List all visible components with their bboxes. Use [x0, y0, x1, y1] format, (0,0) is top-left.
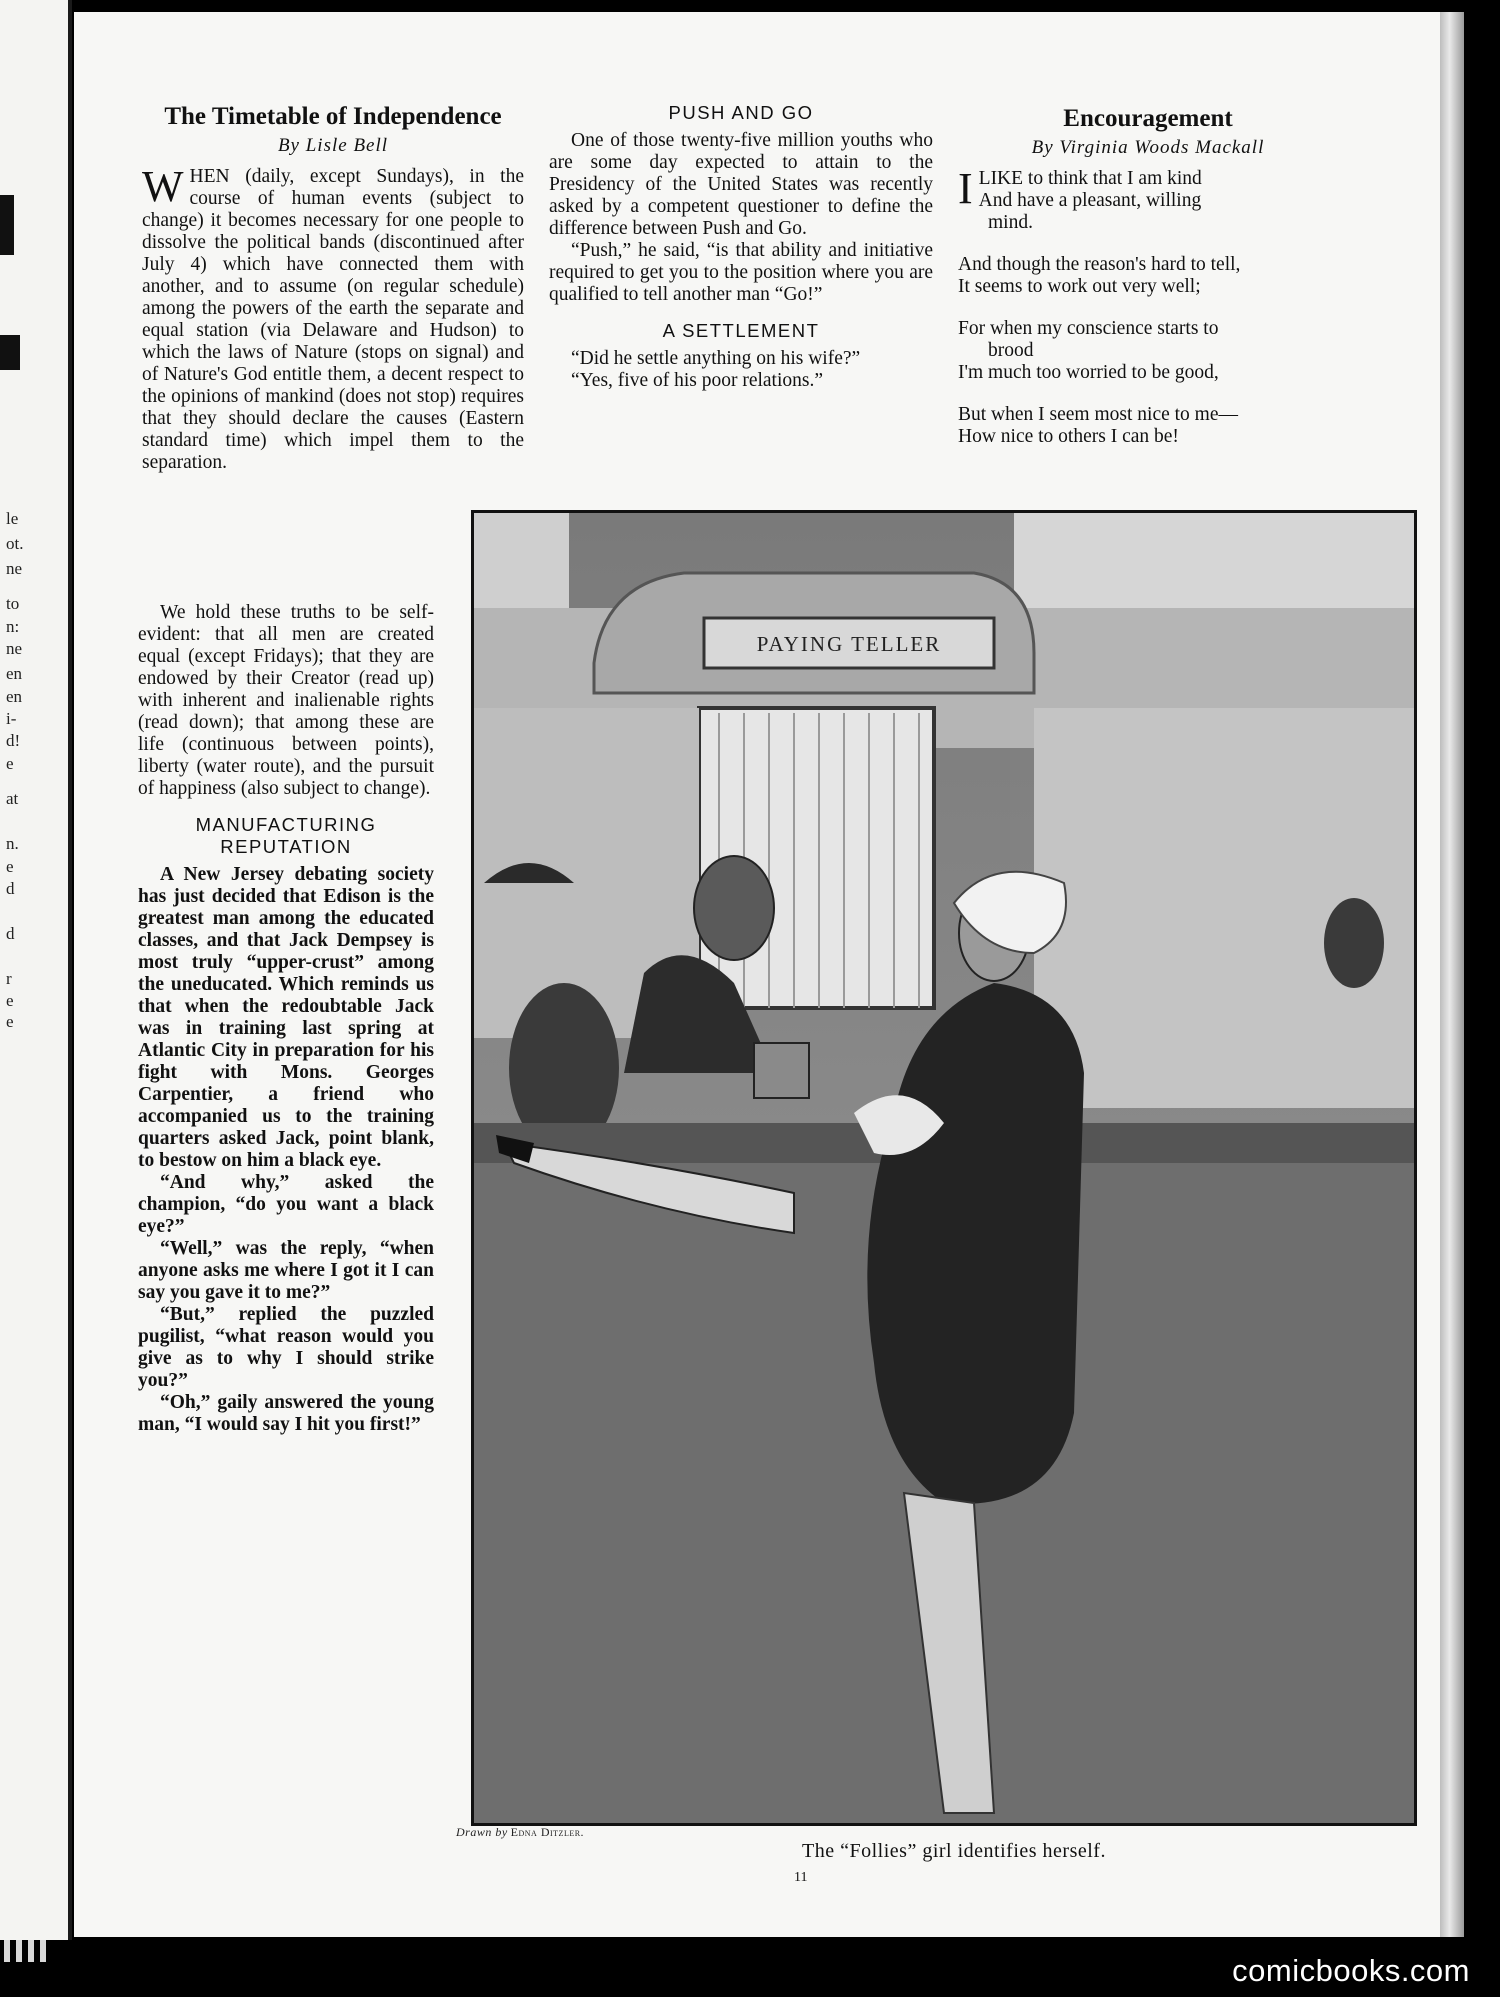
- facing-page-edge: [0, 0, 72, 1940]
- facing-page-fragment: d: [6, 924, 15, 943]
- illustration-credit: Drawn by Edna Ditzler.: [456, 1825, 585, 1839]
- poem-encouragement: [958, 104, 1338, 468]
- section-heading: MANUFACTURING REPUTATION: [195, 814, 377, 857]
- article-paragraph: “Push,” he said, “is that ability and initiative required to get you to the position where you are qualified to tell another man “Go!”: [549, 240, 933, 305]
- teller-sign-text: PAYING TELLER: [756, 632, 942, 656]
- poem-stanza: ILIKE to think that I am kind And have a pleasant, willing mind.: [958, 164, 1202, 233]
- facing-page-fragment: r: [6, 969, 12, 988]
- article-paragraph: “And why,” asked the champion, “do you want a black eye?”: [138, 1172, 434, 1237]
- facing-page-fragment: d!: [6, 731, 21, 750]
- facing-page-fragment: d: [6, 879, 15, 898]
- article-paragraph: “Well,” was the reply, “when anyone asks me where I got it I can say you gave it to me?”: [138, 1238, 434, 1303]
- poem-stanza: And though the reason's hard to tell, It seems to work out very well;: [958, 254, 1241, 297]
- article-paragraph: A New Jersey debating society has just decided that Edison is the greatest man among the educated classes, and that Jack Dempsey is most truly “upper-crust” among the uneducated. Which reminds us that when the redoubtable Jack was in training last spring at Atlantic City in preparation for his fight with Mons. Georges Carpentier, a friend who accompanied us to the training quarters asked Jack, point blank, to bestow on him a black eye.: [138, 864, 434, 1171]
- article-paragraph: “Did he settle anything on his wife?”: [571, 348, 861, 369]
- facing-page-fragment: e: [6, 991, 14, 1010]
- article-manufacturing-reputation: [138, 864, 434, 1436]
- article-paragraph: “Yes, five of his poor relations.”: [571, 370, 824, 391]
- torn-edge: [0, 1940, 80, 1970]
- binding-edge: [1440, 12, 1464, 1937]
- facing-page-ink-blot: [0, 335, 20, 370]
- facing-page-fragment: e: [6, 857, 14, 876]
- narrow-column: [138, 602, 434, 1436]
- site-watermark: comicbooks.com: [1232, 1953, 1470, 1988]
- section-heading: A SETTLEMENT: [662, 320, 820, 341]
- facing-page-fragment: le: [6, 509, 19, 528]
- page-number: 11: [794, 1870, 808, 1885]
- facing-page-fragment: ne: [6, 559, 23, 578]
- article-paragraph: One of those twenty-five million youths who are some day expected to attain to the Presidency of the United States was recently asked by a competent questioner to define the difference between Push and Go.: [549, 130, 933, 239]
- facing-page-fragment: e: [6, 1012, 14, 1031]
- article-paragraph: “But,” replied the puzzled pugilist, “what reason would you give as to why I should strike you?”: [138, 1304, 434, 1391]
- article-byline: By Lisle Bell: [277, 135, 389, 156]
- teller-head: [694, 856, 774, 960]
- middle-column: [549, 102, 933, 392]
- facing-page-fragment: n:: [6, 617, 20, 636]
- drop-cap: I: [958, 164, 973, 213]
- article-timetable: [142, 102, 524, 474]
- article-title: The Timetable of Independence: [164, 103, 502, 130]
- facing-page-fragment: ot.: [6, 534, 24, 553]
- poem-title: Encouragement: [1063, 105, 1233, 132]
- poem-byline: By Virginia Woods Mackall: [1031, 137, 1265, 158]
- illustration-bank-teller: [471, 510, 1417, 1826]
- facing-page-fragment: en: [6, 687, 23, 706]
- article-lead-paragraph: WHEN (daily, except Sundays), in the course of human events (subject to change) it becomes necessary for one people to dissolve the political bands (discontinued after July 4) which have connected them with another, and to assume (on regular schedule) among the powers of the earth the separate and equal station (via Delaware and Hudson) to which the laws of Nature (stops on signal) and of Nature's God entitle them, a decent respect to the opinions of mankind (does not stop) requires that they should declare the causes (Eastern standard time) which impel them to the separation.: [142, 162, 524, 473]
- magazine-page: [74, 12, 1443, 1937]
- facing-page-fragment: at: [6, 789, 19, 808]
- article-paragraph: “Oh,” gaily answered the young man, “I would say I hit you first!”: [138, 1392, 434, 1435]
- facing-page-fragment: ne: [6, 639, 23, 658]
- article-paragraph: We hold these truths to be self-evident: that all men are created equal (except Fridays); that they are endowed by their Creator (read up) with inherent and inalienable rights (read down); that among these are life (continuous between points), liberty (water route), and the pursuit of happiness (also subject to change).: [138, 602, 434, 799]
- facing-page-fragment: i-: [6, 709, 17, 728]
- drop-cap: W: [142, 162, 184, 211]
- poem-stanza: For when my conscience starts to brood I'm much too worried to be good,: [958, 318, 1219, 383]
- poem-stanza: But when I seem most nice to me— How nice to others I can be!: [958, 404, 1238, 447]
- facing-page-fragment: n.: [6, 834, 19, 853]
- facing-page-ink-blot: [0, 195, 14, 255]
- facing-page-fragment: en: [6, 664, 23, 683]
- facing-page-fragment: to: [6, 594, 20, 613]
- section-heading: PUSH AND GO: [668, 102, 814, 123]
- illustration-caption: The “Follies” girl identifies herself.: [802, 1840, 1106, 1862]
- facing-page-fragment: e: [6, 754, 14, 773]
- illustration-drawing: [474, 513, 1414, 1823]
